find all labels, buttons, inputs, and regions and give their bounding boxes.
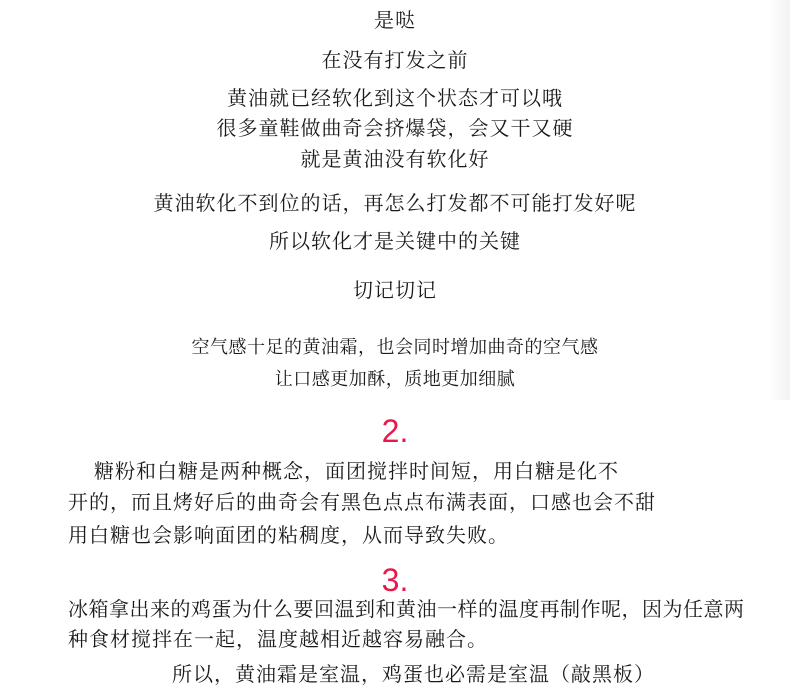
intro-line-3: 黄油就已经软化到这个状态才可以哦 [227,86,563,110]
section-2-number: 2. [381,413,409,449]
intro-line-2: 在没有打发之前 [321,48,469,72]
section-2-line-3: 用白糖也会影响面团的粘稠度，从而导致失败。 [68,523,509,547]
intro-line-5: 就是黄油没有软化好 [300,147,490,171]
section-3-line-3: 所以，黄油霜是室温，鸡蛋也必需是室温（敲黑板） [172,662,655,686]
section-3-line-2: 种食材搅拌在一起，温度越相近越容易融合。 [68,627,488,651]
intro-line-9: 空气感十足的黄油霜，也会同时增加曲奇的空气感 [191,337,599,358]
section-2-line-2: 开的，而且烤好后的曲奇会有黑色点点布满表面，口感也会不甜 [68,490,656,514]
section-3-line-1: 冰箱拿出来的鸡蛋为什么要回温到和黄油一样的温度再制作呢，因为任意两 [68,597,745,621]
intro-line-10: 让口感更加酥，质地更加细腻 [274,369,516,390]
intro-line-8: 切记切记 [353,278,437,302]
intro-line-1: 是哒 [374,8,416,32]
intro-line-6: 黄油软化不到位的话，再怎么打发都不可能打发好呢 [153,191,637,215]
intro-line-4: 很多童鞋做曲奇会挤爆袋，会又干又硬 [216,116,574,140]
section-3-number: 3. [381,562,409,598]
intro-line-7: 所以软化才是关键中的关键 [269,229,521,253]
section-2-line-1: 糖粉和白糖是两种概念，面团搅拌时间短，用白糖是化不 [94,459,619,483]
